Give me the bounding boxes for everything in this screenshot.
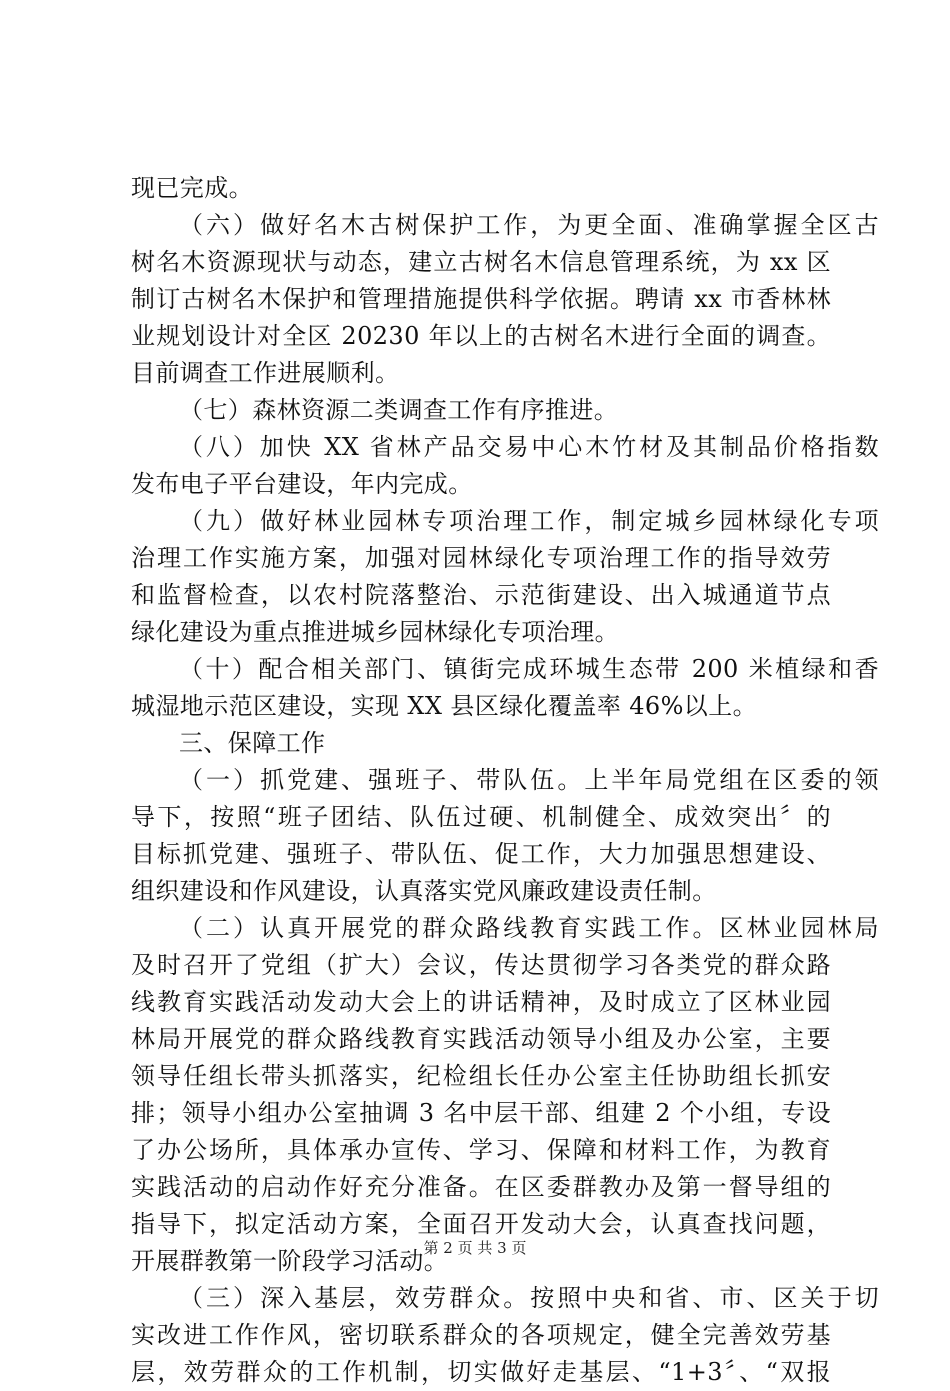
text-line: 了办公场所，具体承办宣传、学习、保障和材料工作，为教育 — [131, 1136, 831, 1164]
text-line: 开展群教第一阶段学习活动。 — [131, 1247, 449, 1275]
text-line: （八）加快 XX 省林产品交易中心木竹材及其制品价格指数 — [179, 433, 879, 461]
text-line: 及时召开了党组（扩大）会议，传达贯彻学习各类党的群众路 — [131, 951, 831, 979]
text-line: （六）做好名木古树保护工作，为更全面、准确掌握全区古 — [179, 211, 879, 239]
text-line: 导下，按照“班子团结、队伍过硬、机制健全、成效突出〞的 — [131, 803, 831, 831]
text-line: 治理工作实施方案，加强对园林绿化专项治理工作的指导效劳 — [131, 544, 831, 572]
text-line: （七）森林资源二类调查工作有序推进。 — [179, 396, 619, 424]
text-line: 实践活动的启动作好充分准备。在区委群教办及第一督导组的 — [131, 1173, 831, 1201]
text-line: 层，效劳群众的工作机制，切实做好走基层、“1+3〞、“双报 — [131, 1358, 831, 1386]
text-line: 领导任组长带头抓落实，纪检组长任办公室主任协助组长抓安 — [131, 1062, 831, 1090]
document-body — [131, 170, 879, 1391]
text-line: 排；领导小组办公室抽调 3 名中层干部、组建 2 个小组，专设 — [131, 1099, 831, 1127]
text-line: 城湿地示范区建设，实现 XX 县区绿化覆盖率 46%以上。 — [131, 692, 758, 720]
text-line: 绿化建设为重点推进城乡园林绿化专项治理。 — [131, 618, 619, 646]
text-line: 组织建设和作风建设，认真落实党风廉政建设责任制。 — [131, 877, 717, 905]
text-line: 制订古树名木保护和管理措施提供科学依据。聘请 xx 市香林林 — [131, 285, 831, 313]
text-line: （一）抓党建、强班子、带队伍。上半年局党组在区委的领 — [179, 766, 879, 794]
text-line: 三、保障工作 — [179, 729, 326, 757]
text-line: 树名木资源现状与动态，建立古树名木信息管理系统，为 xx 区 — [131, 248, 831, 276]
text-line: （十）配合相关部门、镇街完成环城生态带 200 米植绿和香 — [179, 655, 879, 683]
text-line: （三）深入基层，效劳群众。按照中央和省、市、区关于切 — [179, 1284, 879, 1312]
page-footer: 第 2 页 共 3 页 — [423, 1239, 527, 1257]
text-line: 线教育实践活动发动大会上的讲话精神，及时成立了区林业园 — [131, 988, 831, 1016]
text-line: （九）做好林业园林专项治理工作，制定城乡园林绿化专项 — [179, 507, 879, 535]
text-line: 发布电子平台建设，年内完成。 — [131, 470, 473, 498]
text-line: 林局开展党的群众路线教育实践活动领导小组及办公室，主要 — [131, 1025, 831, 1053]
text-line: 指导下，拟定活动方案，全面召开发动大会，认真查找问题， — [131, 1210, 831, 1238]
text-line: 目标抓党建、强班子、带队伍、促工作，大力加强思想建设、 — [131, 840, 831, 868]
text-line: 现已完成。 — [131, 174, 253, 202]
text-line: 和监督检查，以农村院落整治、示范街建设、出入城通道节点 — [131, 581, 831, 609]
text-line: 实改进工作作风，密切联系群众的各项规定，健全完善效劳基 — [131, 1321, 831, 1349]
text-line: 目前调查工作进展顺利。 — [131, 359, 400, 387]
text-line: （二）认真开展党的群众路线教育实践工作。区林业园林局 — [179, 914, 879, 942]
text-line: 业规划设计对全区 20230 年以上的古树名木进行全面的调查。 — [131, 322, 831, 350]
